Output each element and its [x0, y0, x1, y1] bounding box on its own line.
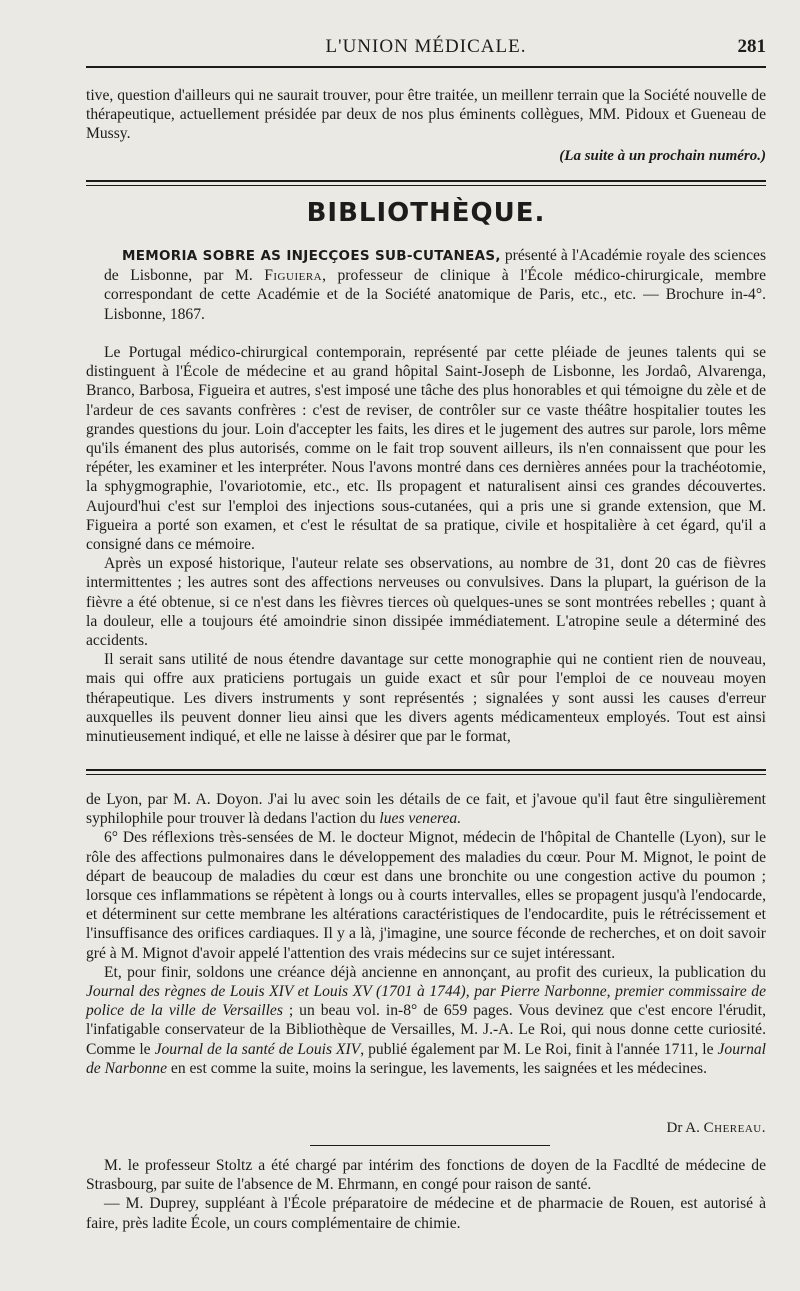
review-section [86, 246, 766, 324]
citation-part-a: présenté à l'Académie royale des sciences de Lisbonne, par M. [104, 247, 767, 285]
separator-rule [310, 1145, 550, 1146]
news-section [86, 1156, 766, 1233]
journal-des-regnes-title: Journal des règnes de Louis XIV et Louis XV (1701 à 1744), par Pierre Narbonne, premier commissaire de police de la ville de Versailles [86, 983, 766, 1020]
lower-paragraph-1 [86, 790, 766, 828]
running-header [86, 36, 766, 60]
header-rule [86, 66, 766, 68]
journal-de-la-sante-title: Journal de la santé de Louis XIV [154, 1040, 361, 1058]
p3-text-a: Et, pour finir, soldons une créance déjà ancienne en annonçant, au profit des curieux, la publication du [104, 963, 766, 981]
journal-title: L'UNION MÉDICALE. [325, 36, 527, 57]
continued-text [86, 86, 766, 144]
section-rule-top [86, 180, 766, 182]
section-rule-top-thin [86, 185, 766, 186]
page-number: 281 [737, 36, 766, 57]
journal-de-narbonne-title: Journal de Narbonne [86, 1040, 766, 1077]
review-paragraph-3: Il serait sans utilité de nous étendre davantage sur cette monographie qui ne contient rien de nouveau, mais qui offre aux praticiens portugais un guide exact et sûr pour l'emploi de ce nouveau moyen thérapeutique. Les divers instruments y sont représentés ; signalées y sont aussi les causes d'erreur auxquelles ils peuvent donner lieu ainsi que les divers agents médicamenteux employés. Tout est ainsi minutieusement indiqué, et elle ne laisse à désirer que par le format, [86, 651, 766, 746]
book-citation [86, 246, 766, 324]
news-item-1: M. le professeur Stoltz a été chargé par intérim des fonctions de doyen de la Facdlté de médecine de Strasbourg, par suite de l'absence de M. Ehrmann, en congé pour raison de santé. [86, 1157, 766, 1194]
p3-text-d: en est comme la suite, moins la seringue, les lavements, les saignées et les médecines. [167, 1059, 707, 1077]
p3-text-c: , publié également par M. Le Roi, finit à l'année 1711, le [360, 1040, 718, 1058]
p3-text-b: ; un beau vol. in-8° de 659 pages. Vous devinez que c'est encore l'érudit, l'infatigable conservateur de la Bibliothèque de Versailles, M. J.-A. Le Roi, qui nous donne cette curiosité. Comme le [86, 1002, 766, 1058]
author-signature [86, 1120, 766, 1137]
news-item-2: — M. Duprey, suppléant à l'École préparatoire de médecine et de pharmacie de Rouen, est autorisé à faire, près ladite École, un cours complémentaire de chimie. [86, 1195, 766, 1232]
review-paragraph-1: Le Portugal médico-chirurgical contemporain, représenté par cette pléiade de jeunes talents qui se distinguent à l'École de médecine et au grand hôpital Saint-Joseph de Lisbonne, les Jordaô, Alvarenga, Branco, Barbosa, Figueira et autres, s'est imposé une tâche des plus honorables et qui témoigne du zèle et de l'ardeur de ces savants confrères : c'est de reviser, de contrôler sur ce vaste théâtre hospitalier toutes les grandes questions du jour. Loin d'accepter les faits, les dires et le jugement des autres sur parole, lors même qu'ils émanent des plus autorisés, comme on le fait trop souvent ailleurs, ils n'en connaissent que pour les répéter, les examiner et les interpréter. Nous l'avons montré dans ces dernières années pour la trachéotomie, la sphygmographie, l'ovariotomie, etc., etc. Ils propagent et naturalisent ainsi ces grandes découvertes. Aujourd'hui c'est sur l'emploi des injections sous-cutanées, qui a pris une si grande extension, que M. Figueira a porté son examen, et c'est le résultat de sa pratique, civile et hospitalière à cet égard, qu'il a consigné dans ce mémoire. [86, 344, 766, 554]
lower-paragraph-2: 6° Des réflexions très-sensées de M. le docteur Mignot, médecin de l'hôpital de Chantelle (Lyon), sur le rôle des affections pulmonaires dans le développement des maladies du cœur. Pour M. Mignot, le point de départ de beaucoup de maladies du cœur est dans une bronchite ou une congestion active du poumon ; lorsque ces inflammations se répètent à longs ou à courts intervalles, elles se propagent jusqu'à l'endocarde, et déterminent sur cette membrane les altérations caractéristiques de l'endocardite, puis le rétrécissement et l'insuffisance des orifices cardiaques. Il y a là, j'imagine, une source féconde de recherches, et on doit savoir gré à M. Mignot d'avoir appelé l'attention des vrais médecins sur ce sujet intéressant. [86, 829, 766, 962]
lues-venerea: lues venerea. [379, 810, 462, 828]
lower-paragraph-1-text: de Lyon, par M. A. Doyon. J'ai lu avec soin les détails de ce fait, et j'avoue qu'il faut être singulièrement syphilophile pour trouver là dedans l'action du [86, 791, 766, 828]
lower-paragraph-3 [86, 963, 766, 1078]
continuation-note: (La suite à un prochain numéro.) [559, 148, 766, 164]
section-title: BIBLIOTHÈQUE. [306, 198, 546, 228]
author-name: Figuiera [264, 267, 323, 285]
signature-name: Chereau. [703, 1120, 766, 1136]
book-title: MEMORIA SOBRE AS INJECÇOES SUB-CUTANEAS, [122, 248, 501, 264]
review-paragraph-2: Après un exposé historique, l'auteur relate ses observations, au nombre de 31, dont 20 cas de fièvres intermittentes ; les autres sont des affections nerveuses ou convulsives. Dans la plupart, la guérison de la fièvre a été obtenue, si ce n'est dans les fièvres tierces où quelques-unes se sont montrées rebelles ; quant à la douleur, elle a toujours été amoindrie sinon dissipée immédiatement. L'atropine seule a déterminé des accidents. [86, 555, 766, 650]
citation-part-b: , professeur de clinique à l'École médico-chirurgicale, membre correspondant de cette Académie et de la Société anatomique de Paris, etc., etc. — Brochure in-4°. Lisbonne, 1867. [104, 267, 767, 323]
lower-section [86, 790, 766, 1078]
column-break-rule [86, 769, 766, 771]
column-break-rule-thin [86, 774, 766, 775]
signature-prefix: Dr A. [666, 1120, 704, 1136]
continued-paragraph: tive, question d'ailleurs qui ne saurait trouver, pour être traitée, un meillenr terrain que la Société nouvelle de thérapeutique, actuellement présidée par deux de nos plus éminents collègues, MM. Pidoux et Gueneau de Mussy. [86, 87, 766, 143]
review-body [86, 343, 766, 746]
